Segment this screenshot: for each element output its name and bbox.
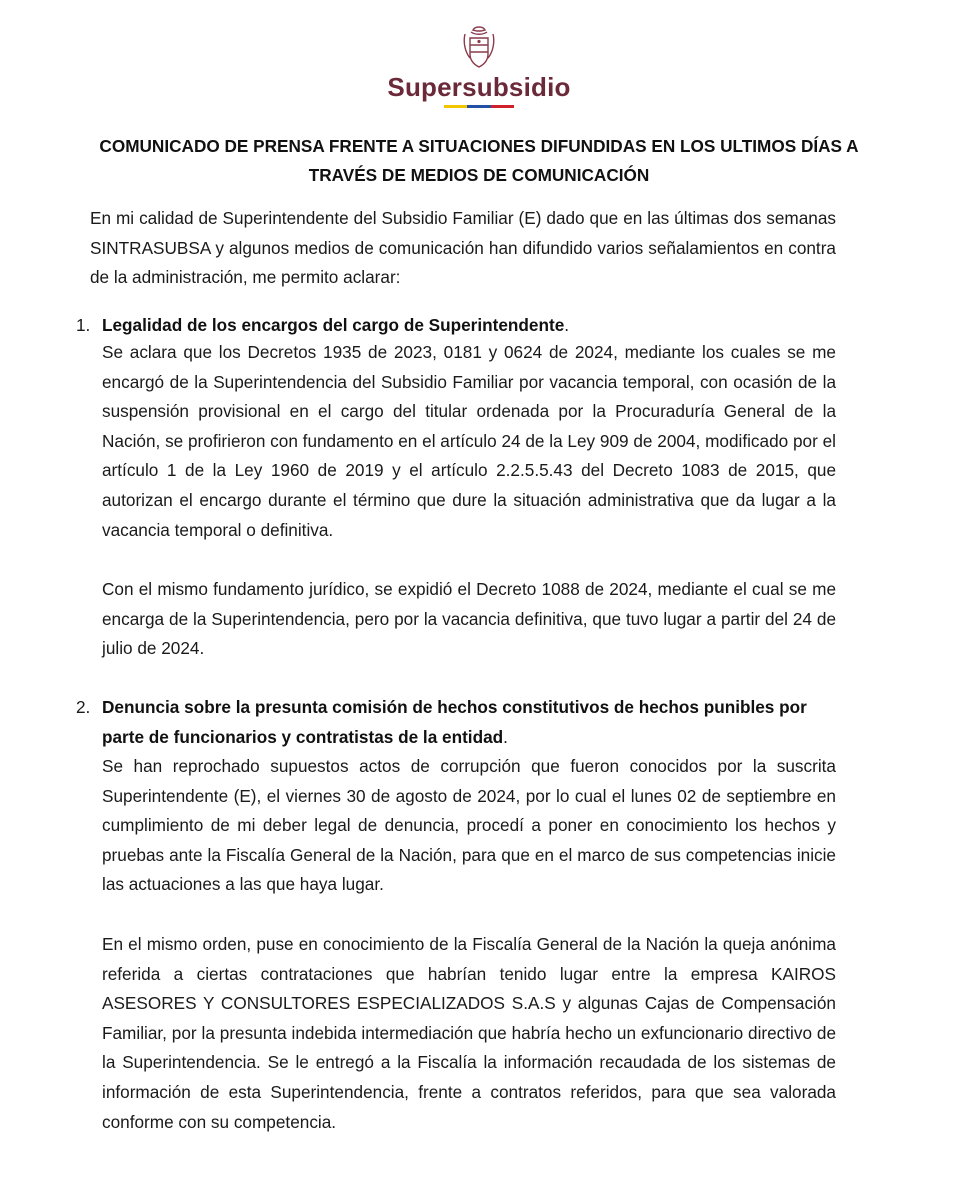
intro-paragraph: En mi calidad de Superintendente del Subsidio Familiar (E) dado que en las últimas dos semanas SINTRASUBSA y algunos medios de comunicación han difundido varios señalamientos en contra de la administración, me permito aclarar: — [90, 208, 836, 288]
press-release-title — [70, 132, 888, 190]
item-number-1: 1. — [76, 315, 91, 335]
item-1-paragraph-1: Se aclara que los Decretos 1935 de 2023, 0181 y 0624 de 2024, mediante los cuales se me encargó de la Superintendencia del Subsidio Familiar por vacancia temporal, con ocasión de la suspensión provisional en el cargo del titular ordenada por la Procuraduría General de la Nación, se profirieron con fundamento en el artículo 24 de la Ley 909 de 2004, modificado por el artículo 1 de la Ley 1960 de 2019 y el artículo 2.2.5.5.43 del Decreto 1083 de 2015, que autorizan el encargo durante el término que dure la situación administrativa que da lugar a la vacancia temporal o definitiva. — [102, 342, 836, 540]
title-line-1: COMUNICADO DE PRENSA FRENTE A SITUACIONES DIFUNDIDAS EN LOS ULTIMOS DÍAS A — [99, 136, 859, 156]
flag-blue-stripe — [467, 105, 490, 108]
item-heading-1-text: Legalidad de los encargos del cargo de Superintendente — [102, 315, 565, 335]
flag-yellow-stripe — [444, 105, 467, 108]
item-heading-1 — [102, 311, 836, 341]
title-line-2: TRAVÉS DE MEDIOS DE COMUNICACIÓN — [308, 165, 650, 185]
item-2-paragraph-1: Se han reprochado supuestos actos de corrupción que fueron conocidos por la suscrita Superintendente (E), el viernes 30 de agosto de 2024, por lo cual el lunes 02 de septiembre en cumplimiento de mi deber legal de denuncia, procedí a poner en conocimiento los hechos y pruebas ante la Fiscalía General de la Nación, para que en el marco de sus competencias inicie las actuaciones a las que haya lugar. — [102, 756, 836, 895]
item-number-2: 2. — [76, 697, 91, 717]
item-1-paragraph-2: Con el mismo fundamento jurídico, se expidió el Decreto 1088 de 2024, mediante el cual se me encarga de la Superintendencia, pero por la vacancia definitiva, que tuvo lugar a partir del 24 de julio de 2024. — [102, 579, 836, 659]
flag-color-bar — [444, 105, 514, 108]
brand-name: Supersubsidio — [387, 72, 571, 102]
supersubsidio-logo — [0, 24, 958, 108]
flag-red-stripe — [491, 105, 514, 108]
item-heading-2 — [102, 693, 836, 752]
item-2-paragraph-2: En el mismo orden, puse en conocimiento de la Fiscalía General de la Nación la queja anónima referida a ciertas contrataciones que habrían tenido lugar entre la empresa KAIROS ASESORES Y CONSULTORES ESPECIALIZADOS S.A.S y algunas Cajas de Compensación Familiar, por la presunta indebida intermediación que habría hecho un exfuncionario directivo de la Superintendencia. Se le entregó a la Fiscalía la información recaudada de los sistemas de información de esta Superintendencia, frente a contratos referidos, para que sea valorada conforme con su competencia. — [102, 934, 836, 1132]
item-heading-2-text: Denuncia sobre la presunta comisión de hechos constitutivos de hechos punibles por parte de funcionarios y contratistas de la entidad — [102, 697, 807, 747]
coat-of-arms-icon — [459, 24, 499, 70]
item-heading-2-suffix: . — [503, 726, 508, 747]
item-heading-1-suffix: . — [564, 315, 570, 335]
